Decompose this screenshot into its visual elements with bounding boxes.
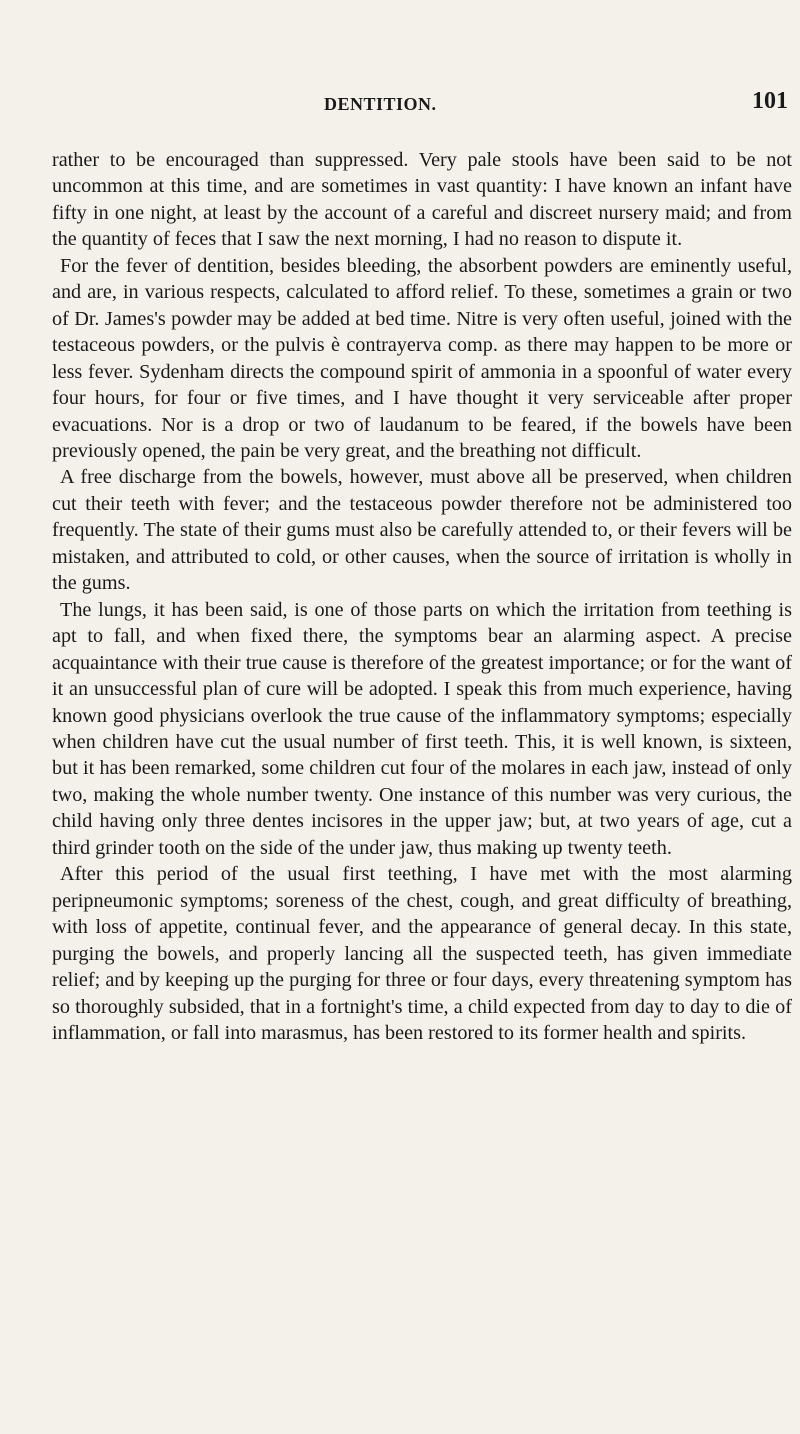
paragraph: The lungs, it has been said, is one of those parts on which the irritation from teething is apt to fall, and when fixed there, the symptoms bear an alarming aspect. A precise acquaintance with their true cause is therefore of the greatest importance; or for the want of it an unsuccessful plan of cure will be adopted. I speak this from much experience, having known good physicians overlook the true cause of the inflammatory symptoms; especially when children have cut the usual number of first teeth. This, it is well known, is sixteen, but it has been remarked, some children cut four of the molares in each jaw, instead of only two, making the whole number twenty. One instance of this number was very curious, the child having only three dentes incisores in the upper jaw; but, at two years of age, cut a third grinder tooth on the side of the under jaw, thus making up twenty teeth. — [52, 598, 792, 859]
page-number: 101 — [752, 88, 788, 114]
paragraph: After this period of the usual first teething, I have met with the most alarming peripneumonic symptoms; soreness of the chest, cough, and great difficulty of breathing, with loss of appetite, continual fever, and the appearance of general decay. In this state, purging the bowels, and properly lancing all the suspected teeth, has given immediate relief; and by keeping up the purging for three or four days, every threatening symptom has so thoroughly subsided, that in a fortnight's time, a child expected from day to day to die of inflammation, or fall into marasmus, has been restored to its former health and spirits. — [52, 863, 792, 1044]
page-header — [0, 88, 800, 128]
paragraph: For the fever of dentition, besides bleeding, the absorbent powders are eminently useful, and are, in various respects, calculated to afford relief. To these, sometimes a grain or two of Dr. James's powder may be added at bed time. Nitre is very often useful, joined with the testaceous powders, or the pulvis è contrayerva comp. as there may happen to be more or less fever. Sydenham directs the compound spirit of ammonia in a spoonful of water every four hours, for four or five times, and I have thought it very serviceable after proper evacuations. Nor is a drop or two of laudanum to be feared, if the bowels have been previously opened, the pain be very great, and the breathing not difficult. — [52, 254, 792, 462]
running-head: DENTITION. — [324, 94, 437, 114]
paragraph: rather to be encouraged than suppressed. Very pale stools have been said to be not uncommon at this time, and are sometimes in vast quantity: I have known an infant have fifty in one night, at least by the account of a careful and discreet nursery maid; and from the quantity of feces that I saw the next morning, I had no reason to dispute it. — [52, 149, 792, 251]
paragraph: A free discharge from the bowels, however, must above all be preserved, when children cut their teeth with fever; and the testaceous powder therefore not be administered too frequently. The state of their gums must also be carefully attended to, or their fevers will be mistaken, and attributed to cold, or other causes, when the source of irritation is wholly in the gums. — [52, 466, 792, 595]
body-text — [52, 147, 792, 1046]
